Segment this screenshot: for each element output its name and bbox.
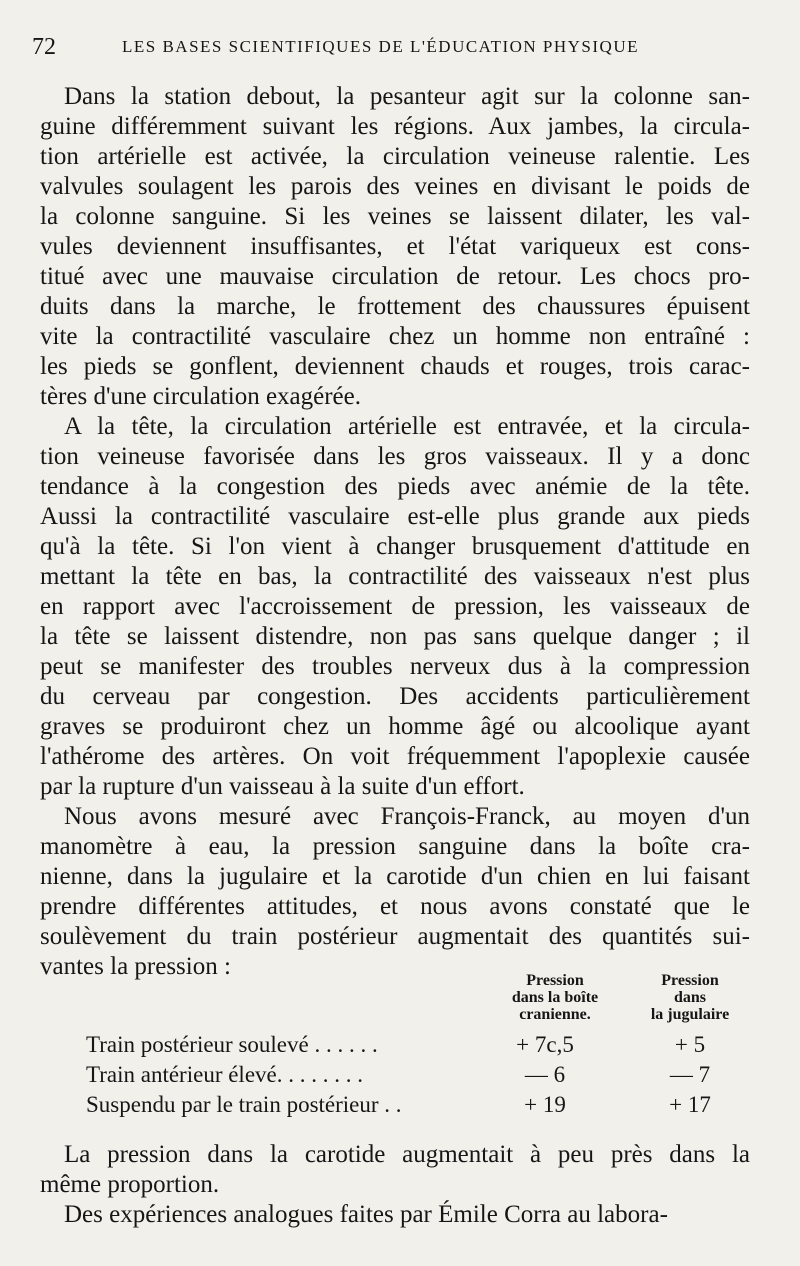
text-line: Des expériences analogues faites par Émile Corra au labora-	[64, 1201, 668, 1228]
text-line: par la rupture d'un vaisseau à la suite d'un effort.	[40, 773, 525, 800]
text-line: qu'à la tête. Si l'on vient à changer brusquement d'attitude en	[40, 533, 750, 560]
text-line: tères d'une circulation exagérée.	[40, 383, 361, 410]
text-line: vite la contractilité vasculaire chez un homme non entraîné :	[40, 323, 750, 350]
table-row	[40, 1032, 750, 1060]
closing-text	[40, 1140, 750, 1230]
page-header	[32, 34, 772, 64]
text-line: soulèvement du train postérieur augmentait des quantités sui-	[40, 923, 750, 950]
body-text	[40, 82, 750, 982]
text-line: vules deviennent insuffisantes, et l'état variqueux est cons-	[40, 233, 750, 260]
text-line: valvules soulagent les parois des veines en divisant le poids de	[40, 173, 750, 200]
text-line: A la tête, la circulation artérielle est entravée, et la circula-	[64, 413, 750, 440]
text-line: tendance à la congestion des pieds avec anémie de la tête.	[40, 473, 750, 500]
text-line: graves se produiront chez un homme âgé ou alcoolique ayant	[40, 713, 750, 740]
text-line: en rapport avec l'accroissement de pression, les vaisseaux de	[40, 593, 750, 620]
jugular-value: + 5	[674, 1032, 706, 1057]
cranial-value: + 19	[524, 1092, 566, 1117]
text-line: les pieds se gonflent, deviennent chauds et rouges, trois carac-	[40, 353, 750, 380]
text-line: même proportion.	[40, 1171, 220, 1198]
table-row	[40, 1062, 750, 1090]
text-line: tion artérielle est activée, la circulation veineuse ralentie. Les	[40, 143, 750, 170]
paragraph	[40, 82, 750, 412]
paragraph	[40, 1140, 750, 1200]
text-line: Dans la station debout, la pesanteur agit sur la colonne san-	[64, 83, 750, 110]
text-line: nienne, dans la jugulaire et la carotide d'un chien en lui faisant	[40, 863, 750, 890]
text-line: la tête se laissent distendre, non pas sans quelque danger ; il	[40, 623, 750, 650]
header-line: dans	[673, 989, 707, 1006]
text-line: vantes la pression :	[40, 953, 231, 980]
text-line: tion veineuse favorisée dans les gros vaisseaux. Il y a donc	[40, 443, 750, 470]
text-line: Aussi la contractilité vasculaire est-elle plus grande aux pieds	[40, 503, 750, 530]
paragraph	[40, 1200, 750, 1230]
text-line: manomètre à eau, la pression sanguine dans la boîte cra-	[40, 833, 750, 860]
text-line: l'athérome des artères. On voit fréquemment l'apoplexie causée	[40, 743, 750, 770]
text-line: La pression dans la carotide augmentait à peu près dans la	[64, 1141, 750, 1168]
row-label: Suspendu par le train postérieur . .	[86, 1092, 402, 1117]
text-line: peut se manifester des troubles nerveux dus à la compression	[40, 653, 750, 680]
jugular-value: + 17	[669, 1092, 711, 1117]
header-line: la jugulaire	[650, 1006, 730, 1023]
text-line: guine différemment suivant les régions. Aux jambes, la circula-	[40, 113, 750, 140]
table-row	[40, 1092, 750, 1120]
text-line: mettant la tête en bas, la contractilité des vaisseaux n'est plus	[40, 563, 750, 590]
header-line: Pression	[526, 972, 584, 989]
header-line: Pression	[661, 972, 719, 989]
cranial-value: — 6	[524, 1062, 566, 1087]
text-line: Nous avons mesuré avec François-Franck, au moyen d'un	[64, 803, 750, 830]
text-line: titué avec une mauvaise circulation de retour. Les chocs pro-	[40, 263, 750, 290]
text-line: prendre différentes attitudes, et nous avons constaté que le	[40, 893, 750, 920]
column-header-jugular-pressure	[610, 972, 770, 1023]
running-title: LES BASES SCIENTIFIQUES DE L'ÉDUCATION PHYSIQUE	[122, 37, 639, 56]
text-line: du cerveau par congestion. Des accidents particulièrement	[40, 683, 750, 710]
row-label: Train postérieur soulevé . . . . . .	[86, 1032, 378, 1057]
cranial-value: + 7c,5	[516, 1032, 574, 1057]
jugular-value: — 7	[669, 1062, 711, 1087]
text-line: la colonne sanguine. Si les veines se laissent dilater, les val-	[40, 203, 750, 230]
row-label: Train antérieur élevé. . . . . . . .	[86, 1062, 363, 1087]
text-line: duits dans la marche, le frottement des chaussures épuisent	[40, 293, 750, 320]
paragraph	[40, 412, 750, 802]
paragraph	[40, 802, 750, 982]
page-number: 72	[32, 34, 56, 60]
pressure-table	[40, 972, 750, 1122]
header-line: dans la boîte	[511, 989, 599, 1006]
header-line: cranienne.	[519, 1006, 591, 1023]
